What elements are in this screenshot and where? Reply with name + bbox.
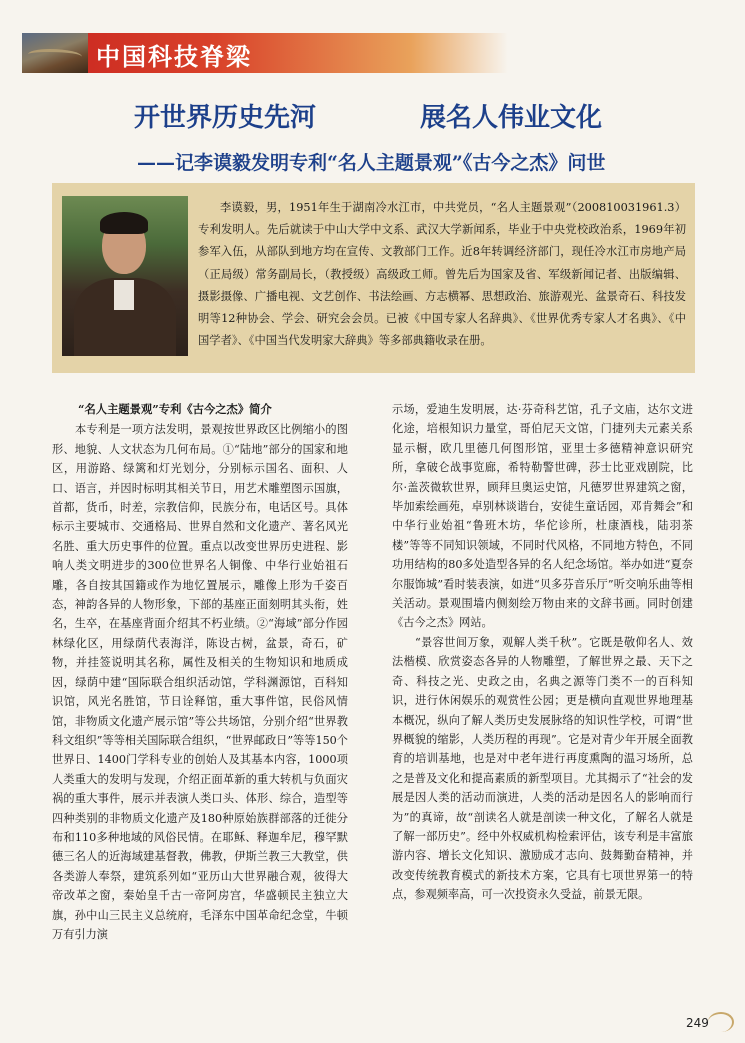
article-subtitle: ——记李谟毅发明专利“名人主题景观”《古今之杰》问世 — [137, 152, 606, 174]
body-column-left — [52, 400, 348, 944]
title-left: 开世界历史先河 — [134, 103, 317, 133]
body-column-right — [392, 400, 693, 905]
bio-box — [52, 183, 695, 373]
section-heading: “名人主题景观”专利《古今之杰》简介 — [78, 402, 272, 416]
body-paragraph: 本专利是一项方法发明，景观按世界政区比例缩小的图形、地貌、人文状态为几何布局。①“陆地”部分的国家和地区，用游路、绿篱和灯光划分，分别标示国名、面积、人口、语言，并因时标明其相关节日，用艺术雕塑图示国旗，首都，货币，时差，宗教信仰，民族分布，电话区号。具体标示主要城市、交通格局、世界自然和文化遗产、著名风光名胜、重大历史事件的位置。重点以改变世界历史进程、影响人类文明进步的300位世界名人铜像、中华行业始祖石雕，各自按其国籍或作为地忆置展示，雕像上形为千姿百态，神韵各异的人物形象，下部的基座正面刻明其头衔，姓名，生卒，在基座背面介绍其不朽业绩。②“海域”部分作园林绿化区，用绿荫代表海洋，陈设古树，盆景，奇石，矿物，并挂签说明其名称，属性及相关的生物知识和地质成因，绿荫中建“国际联合组织活动馆，学科渊源馆，百科知识馆，风光名胜馆，节日诠释馆，重大事件馆，民俗风情馆，非物质文化遗产展示馆”等公共场馆，分别介绍“世界教科文组织”等等相关国际联合组织，“世界邮政日”等等150个世界日、1400门学科专业的创始人及其基本内容，1000项人类重大的发明与发现，介绍正面革新的重大转机与负面灾祸的重大事件，展示并表演人类口头、体形、综合，造型等四种类别的非物质文化遗产及180种原始族群部落的迁徙分布和110多种地域的风俗民情。在耶稣、释迦牟尼，穆罕默德三名人的近海域建基督教，佛教，伊斯兰教三大教堂，供各类游人奉祭，建筑系列如“亚历山大世界融合观，彼得大帝改革之窗，秦始皇千古一帝阿房宫，华盛顿民主独立大旗，孙中山三民主义总统府，毛泽东中国革命纪念堂，牛顿万有引力演 — [52, 423, 348, 941]
corner-ornament-icon — [708, 1012, 734, 1032]
bio-text: 李谟毅，男，1951年生于湖南冷水江市，中共党员，“名人主题景观”（200810031961.3）专利发明人。先后就读于中山大学中文系、武汉大学新闻系，毕业于中央党校政治系，1969年初参军入伍，从部队到地方均在宣传、文教部门工作。近8年转调经济部门，现任冷水江市房地产局（正局级）常务副局长，（教授级）高级政工师。曾先后为国家及省、军级新闻记者、出版编辑、摄影摄像、广播电视、文艺创作、书法绘画、方志横幂、思想政治、旅游观光、盆景奇石、科技发明等12种协会、学会、研究会会员。已被《中国专家人名辞典》、《世界优秀专家人才名典》、《中国学者》、《中国当代发明家大辞典》等多部典籍收录在册。 — [198, 201, 686, 348]
page-number: 249 — [686, 1016, 709, 1030]
author-portrait — [62, 196, 188, 356]
header-banner — [22, 33, 508, 73]
banner-title: 中国科技脊梁 — [96, 43, 252, 71]
article-title — [134, 97, 614, 131]
body-paragraph: “景容世间万象，观解人类千秋”。它既是敬仰名人、效法楷模、欣赏姿态各异的人物雕塑，了解世界之最、天下之奇、科技之光、史政之由，名典之源等门类不一的百科知识，进行休闲娱乐的观赏性公园；更是横向直观世界地理基本概况，纵向了解人类历史发展脉络的知识性学校，可谓“世界概貌的缩影，人类历程的再现”。它是对青少年开展全面教育的培训基地，也是对中老年进行再度熏陶的温习场所，总之是普及文化和提高素质的新型项目。尤其揭示了“社会的发展是因人类的活动而演进，人类的活动是因名人的影响而行为”的真谛，故“剖读名人就是剖读一种文化，了解名人就是了解一部历史”。经中外权威机构检索评估，该专利是丰富旅游内容、增长文化知识、激励成才志向、鼓舞勤奋精神，并改变传统教育模式的新技术方案，它具有七项世界第一的特点，参观频率高，可一次投资永久受益，前景无限。 — [392, 635, 693, 902]
body-paragraph-continued: 示场，爱迪生发明展，达·芬奇科艺馆，孔子文庙，达尔文进化途，培根知识力量堂，哥伯尼天文馆，门捷列夫元素关系显示橱，欧几里德几何图形馆，亚里士多德精神意识研究所，拿破仑战事览廊，希特勒警世碑，莎士比亚戏剧院，比尔·盖茨微软世界，顾拜旦奥运史馆，凡德罗世界建筑之窗，毕加索绘画苑，卓别林谈谐台，安徒生童话园，邓肯舞会”和中华行业始祖“鲁班木坊，华佗诊所，杜康酒栈，陆羽茶楼”等等不同知识领域，不同时代风格，不同地方特色，不同功用结构的80多处造型各异的名人纪念场馆。举办如进“夏奈尔服饰城”看时装表演，如进“贝多芬音乐厅”听交响乐曲等相关活动。景观围墙内侧刻绘万物由来的文辞书画。同时创建《古今之杰》网站。 — [392, 403, 693, 630]
title-right: 展名人伟业文化 — [420, 103, 603, 133]
great-wall-photo — [22, 33, 88, 73]
